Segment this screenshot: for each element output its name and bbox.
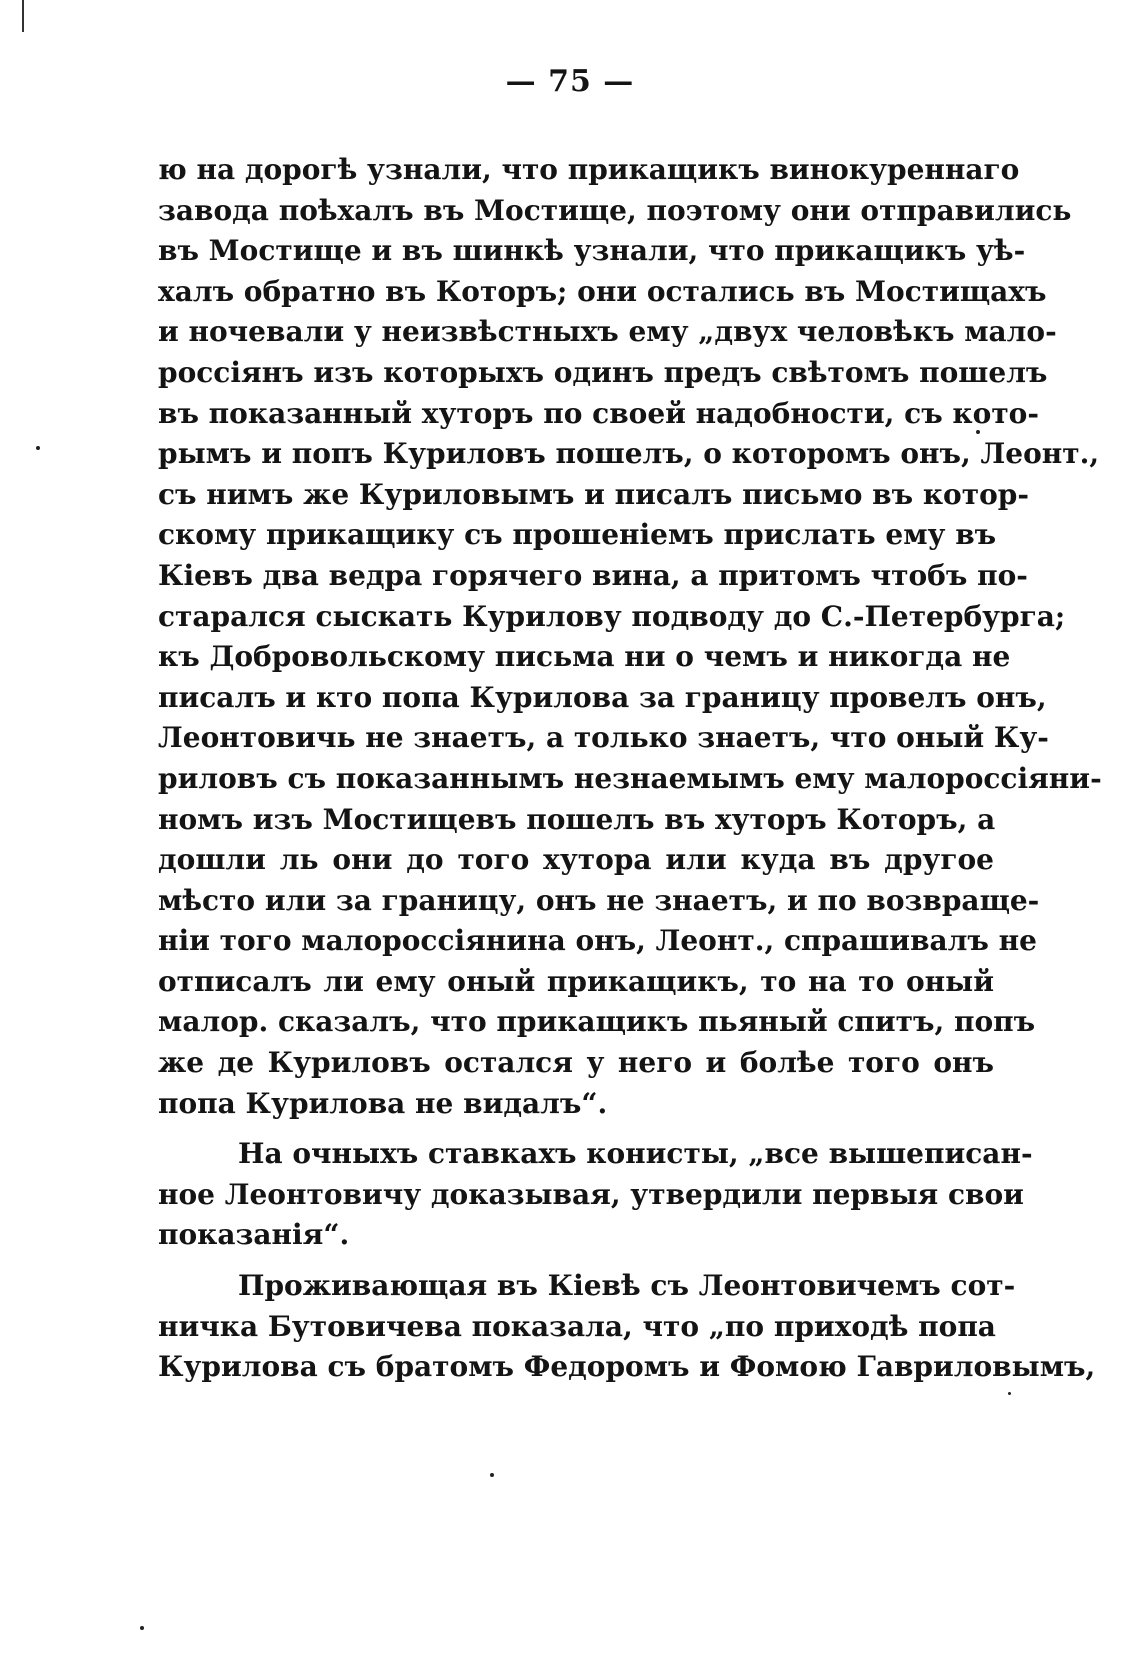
text-line: халъ обратно въ Которъ; они остались въ Мостищахъ: [158, 274, 1047, 308]
text-line: старался сыскать Курилову подводу до С.-Петербурга;: [158, 599, 1066, 633]
text-line: Курилова съ братомъ Федоромъ и Фомою Гавриловымъ,: [158, 1350, 1096, 1384]
text-line: отписалъ ли ему оный прикащикъ, то на то оный: [158, 964, 994, 998]
scan-speck: [490, 1473, 494, 1477]
scan-speck: [140, 1626, 144, 1630]
text-line: скому прикащику съ прошеніемъ прислать ему въ: [158, 518, 997, 552]
page-number: — 75 —: [505, 64, 635, 99]
text-line: риловъ съ показаннымъ незнаемымъ ему малороссіяни-: [158, 761, 1102, 795]
text-body: [158, 150, 1102, 1388]
text-line: къ Добровольскому письма ни о чемъ и никогда не: [158, 640, 1011, 674]
paragraph-gap: [158, 1256, 994, 1266]
text-line: россіянъ изъ которыхъ одинъ предъ свѣтомъ пошелъ: [158, 355, 1048, 389]
text-line: въ Мостище и въ шинкѣ узнали, что прикащикъ уѣ-: [158, 234, 1026, 268]
text-line: малор. сказалъ, что прикащикъ пьяный спитъ, попъ: [158, 1005, 1036, 1039]
text-line: ніи того малороссіянина онъ, Леонт., спрашивалъ не: [158, 924, 1037, 958]
text-line: завода поѣхалъ въ Мостище, поэтому они отправились: [158, 193, 1072, 227]
text-line: съ нимъ же Куриловымъ и писалъ письмо въ котор-: [158, 477, 1029, 511]
margin-rule: [22, 0, 24, 32]
text-line: рымъ и попъ Куриловъ пошелъ, о которомъ онъ, Леонт.,: [158, 437, 1100, 471]
text-line: въ показанный хуторъ по своей надобности, съ кото-: [158, 396, 1039, 430]
scan-speck: [976, 430, 980, 434]
text-line: мѣсто или за границу, онъ не знаетъ, и по возвраще-: [158, 883, 1040, 917]
text-line: ничка Бутовичева показала, что „по приходѣ попа: [158, 1309, 996, 1343]
text-line: Кіевъ два ведра горячего вина, а притомъ чтобъ по-: [158, 558, 1028, 592]
text-line: писалъ и кто попа Курилова за границу провелъ онъ,: [158, 680, 1047, 714]
text-line: попа Курилова не видалъ“.: [158, 1086, 608, 1120]
text-line: дошли ль они до того хутора или куда въ другое: [158, 843, 994, 877]
scan-speck: [36, 446, 40, 450]
scan-speck: [1008, 1392, 1011, 1395]
paragraph-gap: [158, 1124, 994, 1134]
text-line: номъ изъ Мостищевъ пошелъ въ хуторъ Которъ, а: [158, 802, 996, 836]
text-line: показанія“.: [158, 1218, 350, 1252]
text-line: На очныхъ ставкахъ конисты, „все вышеписан-: [238, 1137, 1033, 1171]
text-line: же де Куриловъ остался у него и болѣе того онъ: [158, 1046, 994, 1080]
text-line: Проживающая въ Кіевѣ съ Леонтовичемъ сот-: [238, 1269, 1016, 1303]
text-line: и ночевали у неизвѣстныхъ ему „двух человѣкъ мало-: [158, 315, 1057, 349]
text-line: Леонтовичь не знаетъ, а только знаетъ, что оный Ку-: [158, 721, 1049, 755]
text-line: ю на дорогѣ узнали, что прикащикъ винокуреннаго: [158, 153, 1020, 186]
text-line: ное Леонтовичу доказывая, утвердили первыя свои: [158, 1177, 1024, 1211]
